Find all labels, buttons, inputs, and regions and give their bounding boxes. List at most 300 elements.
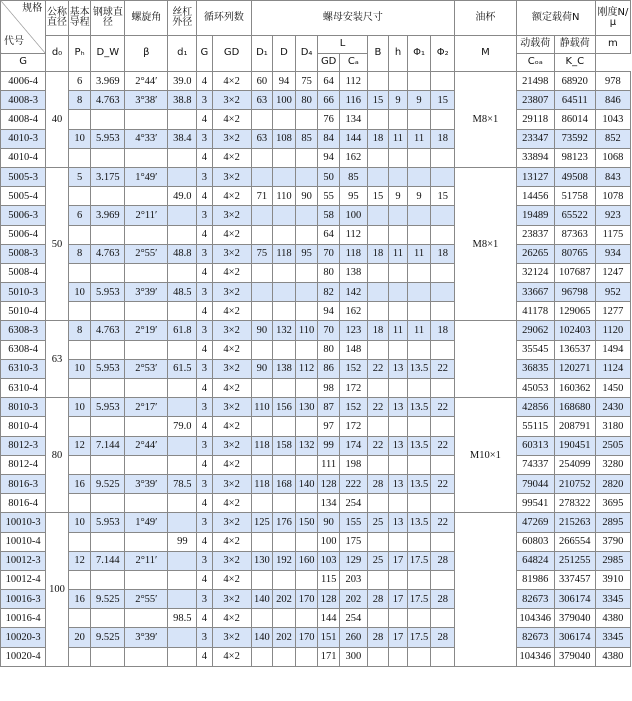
table-row [1, 590, 631, 609]
phi1-cell [407, 225, 431, 244]
gd-cell: 3×2 [212, 206, 251, 225]
ph-cell [68, 379, 91, 398]
D-cell [273, 609, 296, 628]
L-g-cell: 82 [318, 283, 340, 302]
L-g-cell: 115 [318, 570, 340, 589]
phi1-cell [407, 302, 431, 321]
D4-cell [295, 570, 318, 589]
g-cell: 4 [197, 225, 212, 244]
g-cell: 3 [197, 283, 212, 302]
phi2-cell [431, 455, 455, 474]
g-cell: 4 [197, 302, 212, 321]
ca-cell: 26265 [516, 244, 554, 263]
L-g-header: G [1, 54, 46, 72]
dw-cell [91, 570, 125, 589]
beta-cell: 3°39′ [125, 628, 168, 647]
kc-cell: 3280 [595, 455, 630, 474]
D1-cell [251, 302, 273, 321]
B-cell [367, 206, 389, 225]
ph-cell: 20 [68, 628, 91, 647]
coa-cell: 65522 [554, 206, 595, 225]
L-gd-cell: 129 [339, 551, 367, 570]
M-cell [455, 513, 517, 667]
D-cell: 110 [273, 187, 296, 206]
L-gd-cell: 260 [339, 628, 367, 647]
ca-cell: 74337 [516, 455, 554, 474]
m-header: m [595, 36, 630, 54]
phi1-cell [407, 379, 431, 398]
beta-cell [125, 379, 168, 398]
D-cell: 202 [273, 628, 296, 647]
dw-cell [91, 340, 125, 359]
ph-cell: 10 [68, 359, 91, 378]
phi1-cell [407, 110, 431, 129]
L-g-cell: 98 [318, 379, 340, 398]
D-cell: 100 [273, 91, 296, 110]
code-cell: 5008-4 [1, 263, 46, 282]
code-cell: 5008-3 [1, 244, 46, 263]
table-row [1, 379, 631, 398]
L-gd-cell: 175 [339, 532, 367, 551]
nut-dims-header: 螺母安装尺寸 [251, 1, 454, 36]
M-cell [455, 321, 517, 398]
L-g-cell: 64 [318, 72, 340, 91]
h-cell [389, 609, 407, 628]
D-cell [273, 283, 296, 302]
L-gd-cell: 222 [339, 474, 367, 493]
h-cell: 13 [389, 436, 407, 455]
code-cell: 8016-3 [1, 474, 46, 493]
beta-cell: 3°38′ [125, 91, 168, 110]
D1-cell: 140 [251, 590, 273, 609]
L-gd-cell: 118 [339, 244, 367, 263]
L-g-cell: 76 [318, 110, 340, 129]
beta-cell [125, 340, 168, 359]
D-cell: 132 [273, 321, 296, 340]
dw-cell: 7.144 [91, 436, 125, 455]
B-cell: 25 [367, 551, 389, 570]
D-cell: 108 [273, 129, 296, 148]
D-cell: 118 [273, 244, 296, 263]
d1-cell: 38.4 [168, 129, 197, 148]
code-cell: 4006-4 [1, 72, 46, 91]
g-cell: 3 [197, 167, 212, 186]
gd-cell: 3×2 [212, 628, 251, 647]
kc-cell: 846 [595, 91, 630, 110]
D4-cell: 170 [295, 590, 318, 609]
D4-cell [295, 379, 318, 398]
code-cell: 8016-4 [1, 494, 46, 513]
beta-cell: 2°17′ [125, 398, 168, 417]
d0-cell: 80 [46, 398, 69, 513]
beta-cell: 1°49′ [125, 167, 168, 186]
L-g-cell: 134 [318, 494, 340, 513]
code-cell: 5006-4 [1, 225, 46, 244]
L-gd-cell: 142 [339, 283, 367, 302]
phi2-cell [431, 263, 455, 282]
ph-cell [68, 455, 91, 474]
dw-cell: 9.525 [91, 474, 125, 493]
ca-cell: 47269 [516, 513, 554, 532]
L-g-cell: 144 [318, 609, 340, 628]
D4-cell: 75 [295, 72, 318, 91]
D-cell: 94 [273, 72, 296, 91]
beta-cell [125, 302, 168, 321]
ph-cell: 16 [68, 474, 91, 493]
table-row [1, 398, 631, 417]
D1-cell [251, 110, 273, 129]
D-cell [273, 302, 296, 321]
phi1-cell [407, 72, 431, 91]
ca-cell: 29118 [516, 110, 554, 129]
B-cell: 15 [367, 91, 389, 110]
h-cell [389, 647, 407, 666]
phi1-cell [407, 263, 431, 282]
D4-cell [295, 148, 318, 167]
phi2-cell [431, 532, 455, 551]
d1-cell [168, 513, 197, 532]
L-gd-cell: 152 [339, 398, 367, 417]
D-cell: 138 [273, 359, 296, 378]
D4-cell: 90 [295, 187, 318, 206]
coa-cell: 160362 [554, 379, 595, 398]
B-cell [367, 72, 389, 91]
kc-cell: 4380 [595, 647, 630, 666]
D4-cell: 110 [295, 321, 318, 340]
ca-cell: 60803 [516, 532, 554, 551]
kc-cell: 1078 [595, 187, 630, 206]
phi1-cell: 11 [407, 321, 431, 340]
L-g-cell: 103 [318, 551, 340, 570]
d1-cell [168, 628, 197, 647]
ca-cell: 81986 [516, 570, 554, 589]
ca-cell: 13127 [516, 167, 554, 186]
phi1-cell [407, 417, 431, 436]
coa-header: Cₒₐ [516, 54, 554, 72]
phi1-cell [407, 609, 431, 628]
coa-cell: 86014 [554, 110, 595, 129]
coa-cell: 49508 [554, 167, 595, 186]
phi2-cell [431, 283, 455, 302]
phi1-cell [407, 148, 431, 167]
ca-cell: 29062 [516, 321, 554, 340]
gd-cell: 4×2 [212, 340, 251, 359]
L-gd-header: GD [318, 54, 340, 72]
ph-cell [68, 647, 91, 666]
gd-cell: 4×2 [212, 570, 251, 589]
screw-od-header: 丝杠外径 [168, 1, 197, 36]
L-gd-cell: 172 [339, 417, 367, 436]
dw-cell [91, 532, 125, 551]
dw-cell [91, 379, 125, 398]
D4-cell [295, 609, 318, 628]
D-cell: 176 [273, 513, 296, 532]
d1-cell: 48.5 [168, 283, 197, 302]
D4-cell [295, 110, 318, 129]
phi1-cell [407, 532, 431, 551]
h-cell [389, 263, 407, 282]
beta-cell: 1°49′ [125, 513, 168, 532]
table-row [1, 302, 631, 321]
ca-cell: 32124 [516, 263, 554, 282]
phi1-cell: 17.5 [407, 590, 431, 609]
ca-cell: 35545 [516, 340, 554, 359]
table-row [1, 494, 631, 513]
dw-cell: 5.953 [91, 513, 125, 532]
gd-cell: 3×2 [212, 359, 251, 378]
table-row [1, 609, 631, 628]
phi2-cell [431, 647, 455, 666]
code-cell: 4008-3 [1, 91, 46, 110]
code-cell: 8010-4 [1, 417, 46, 436]
table-row [1, 570, 631, 589]
d1-cell: 38.8 [168, 91, 197, 110]
D-cell [273, 647, 296, 666]
D-cell: 202 [273, 590, 296, 609]
L-gd-cell: 198 [339, 455, 367, 474]
coa-cell: 102403 [554, 321, 595, 340]
table-row [1, 91, 631, 110]
gd-cell: 3×2 [212, 129, 251, 148]
B-cell: 22 [367, 398, 389, 417]
D4-cell: 140 [295, 474, 318, 493]
kc-cell: 934 [595, 244, 630, 263]
phi1-cell [407, 570, 431, 589]
L-gd-cell: 203 [339, 570, 367, 589]
coa-cell: 73592 [554, 129, 595, 148]
phi1-cell [407, 340, 431, 359]
beta-cell [125, 532, 168, 551]
B-cell: 28 [367, 590, 389, 609]
table-row [1, 340, 631, 359]
kc-cell: 2430 [595, 398, 630, 417]
code-cell: 10012-4 [1, 570, 46, 589]
beta-cell [125, 225, 168, 244]
table-row [1, 206, 631, 225]
phi1-cell: 13.5 [407, 359, 431, 378]
kc-cell: 2895 [595, 513, 630, 532]
D1-cell: 63 [251, 129, 273, 148]
B-cell [367, 302, 389, 321]
B-cell: 22 [367, 359, 389, 378]
B-cell [367, 148, 389, 167]
ph-cell: 6 [68, 206, 91, 225]
stat-load-label: 静载荷 [559, 38, 590, 50]
L-g-cell: 151 [318, 628, 340, 647]
g-cell: 4 [197, 110, 212, 129]
dw-cell: 3.969 [91, 72, 125, 91]
ca-cell: 23807 [516, 91, 554, 110]
dw-cell [91, 263, 125, 282]
ph-cell: 10 [68, 513, 91, 532]
ph-cell [68, 225, 91, 244]
beta-cell [125, 148, 168, 167]
ca-header: Cₐ [339, 54, 367, 72]
beta-cell: 2°11′ [125, 551, 168, 570]
g-cell: 3 [197, 551, 212, 570]
D-cell: 168 [273, 474, 296, 493]
kc-cell: 3180 [595, 417, 630, 436]
L-g-cell: 97 [318, 417, 340, 436]
kc-cell: 3345 [595, 590, 630, 609]
gd-cell: 3×2 [212, 474, 251, 493]
table-row [1, 359, 631, 378]
phi2-cell [431, 379, 455, 398]
d1-cell [168, 551, 197, 570]
phi2-cell [431, 340, 455, 359]
code-cell: 6310-3 [1, 359, 46, 378]
kc-cell: 3910 [595, 570, 630, 589]
ph-cell: 8 [68, 321, 91, 340]
B-cell [367, 340, 389, 359]
D1-cell: 118 [251, 436, 273, 455]
D1-cell [251, 263, 273, 282]
M-cell: M10×1 [455, 398, 517, 513]
D1-cell [251, 379, 273, 398]
B-cell [367, 225, 389, 244]
gd-cell: 4×2 [212, 263, 251, 282]
beta-cell: 3°39′ [125, 283, 168, 302]
D1-cell: 75 [251, 244, 273, 263]
coa-cell: 136537 [554, 340, 595, 359]
h-cell: 13 [389, 359, 407, 378]
helix-angle-header: 螺旋角 [125, 1, 168, 36]
gd-cell: 4×2 [212, 72, 251, 91]
phi2-cell [431, 609, 455, 628]
d1-cell [168, 263, 197, 282]
g-cell: 3 [197, 244, 212, 263]
coa-cell: 337457 [554, 570, 595, 589]
dw-cell: 5.953 [91, 398, 125, 417]
table-row [1, 263, 631, 282]
B-cell: 25 [367, 513, 389, 532]
L-gd-cell: 152 [339, 359, 367, 378]
table-row [1, 551, 631, 570]
ca-cell: 36835 [516, 359, 554, 378]
dw-cell [91, 455, 125, 474]
D1-header: D₁ [251, 36, 273, 72]
ph-cell [68, 532, 91, 551]
h-cell [389, 532, 407, 551]
h-cell: 17 [389, 551, 407, 570]
kc-cell: 1043 [595, 110, 630, 129]
beta-cell [125, 570, 168, 589]
L-g-cell: 70 [318, 321, 340, 340]
ca-cell: 82673 [516, 628, 554, 647]
D4-cell [295, 283, 318, 302]
B-cell: 15 [367, 187, 389, 206]
gd-cell: 3×2 [212, 513, 251, 532]
phi2-cell: 15 [431, 187, 455, 206]
ca-cell: 14456 [516, 187, 554, 206]
table-row [1, 436, 631, 455]
g-cell: 4 [197, 647, 212, 666]
beta-cell [125, 263, 168, 282]
dw-cell: 5.953 [91, 283, 125, 302]
D-cell [273, 148, 296, 167]
g-cell: 4 [197, 609, 212, 628]
h-cell: 13 [389, 474, 407, 493]
coa-cell: 190451 [554, 436, 595, 455]
kc-cell: 3790 [595, 532, 630, 551]
D1-cell [251, 283, 273, 302]
gd-cell: 4×2 [212, 379, 251, 398]
gd-cell: 3×2 [212, 321, 251, 340]
circuits-header: 循环列数 [197, 1, 251, 36]
D4-cell: 160 [295, 551, 318, 570]
L-gd-cell: 172 [339, 379, 367, 398]
D4-header: D₄ [295, 36, 318, 72]
table-row [1, 474, 631, 493]
phi2-cell: 28 [431, 590, 455, 609]
table-row [1, 532, 631, 551]
D4-cell [295, 225, 318, 244]
ca-cell: 64824 [516, 551, 554, 570]
ph-header: Pₕ [68, 36, 91, 72]
coa-cell: 208791 [554, 417, 595, 436]
g-cell: 4 [197, 417, 212, 436]
dw-cell: 9.525 [91, 590, 125, 609]
kc-cell: 1450 [595, 379, 630, 398]
D-cell: 192 [273, 551, 296, 570]
table-row [1, 167, 631, 186]
L-gd-cell: 123 [339, 321, 367, 340]
L-gd-cell: 134 [339, 110, 367, 129]
beta-cell [125, 609, 168, 628]
coa-cell: 379040 [554, 609, 595, 628]
g-cell: 3 [197, 474, 212, 493]
g-cell: 3 [197, 91, 212, 110]
D4-cell: 112 [295, 359, 318, 378]
D1-cell: 140 [251, 628, 273, 647]
table-row [1, 148, 631, 167]
code-label: 代号 [4, 35, 24, 47]
L-g-cell: 99 [318, 436, 340, 455]
phi2-cell [431, 417, 455, 436]
D1-cell: 90 [251, 359, 273, 378]
D1-cell: 125 [251, 513, 273, 532]
phi2-header: Φ₂ [431, 36, 455, 72]
L-header: L [318, 36, 367, 54]
gd-cell: 4×2 [212, 609, 251, 628]
g-cell: 4 [197, 340, 212, 359]
L-g-cell: 128 [318, 590, 340, 609]
g-cell: 4 [197, 532, 212, 551]
L-g-cell: 50 [318, 167, 340, 186]
phi1-cell: 11 [407, 129, 431, 148]
h-cell [389, 206, 407, 225]
B-cell: 28 [367, 474, 389, 493]
kc-cell: 978 [595, 72, 630, 91]
D-cell [273, 417, 296, 436]
L-gd-cell: 300 [339, 647, 367, 666]
beta-cell [125, 647, 168, 666]
B-cell: 18 [367, 129, 389, 148]
h-cell: 11 [389, 321, 407, 340]
B-header: B [367, 36, 389, 72]
D1-cell [251, 417, 273, 436]
g-cell: 3 [197, 398, 212, 417]
code-cell: 10010-3 [1, 513, 46, 532]
phi2-cell [431, 570, 455, 589]
L-gd-cell: 138 [339, 263, 367, 282]
nominal-dia-header: 公称直径 [46, 1, 69, 36]
ca-cell: 21498 [516, 72, 554, 91]
B-cell: 28 [367, 628, 389, 647]
coa-cell: 306174 [554, 590, 595, 609]
L-g-cell: 84 [318, 129, 340, 148]
code-cell: 6310-4 [1, 379, 46, 398]
